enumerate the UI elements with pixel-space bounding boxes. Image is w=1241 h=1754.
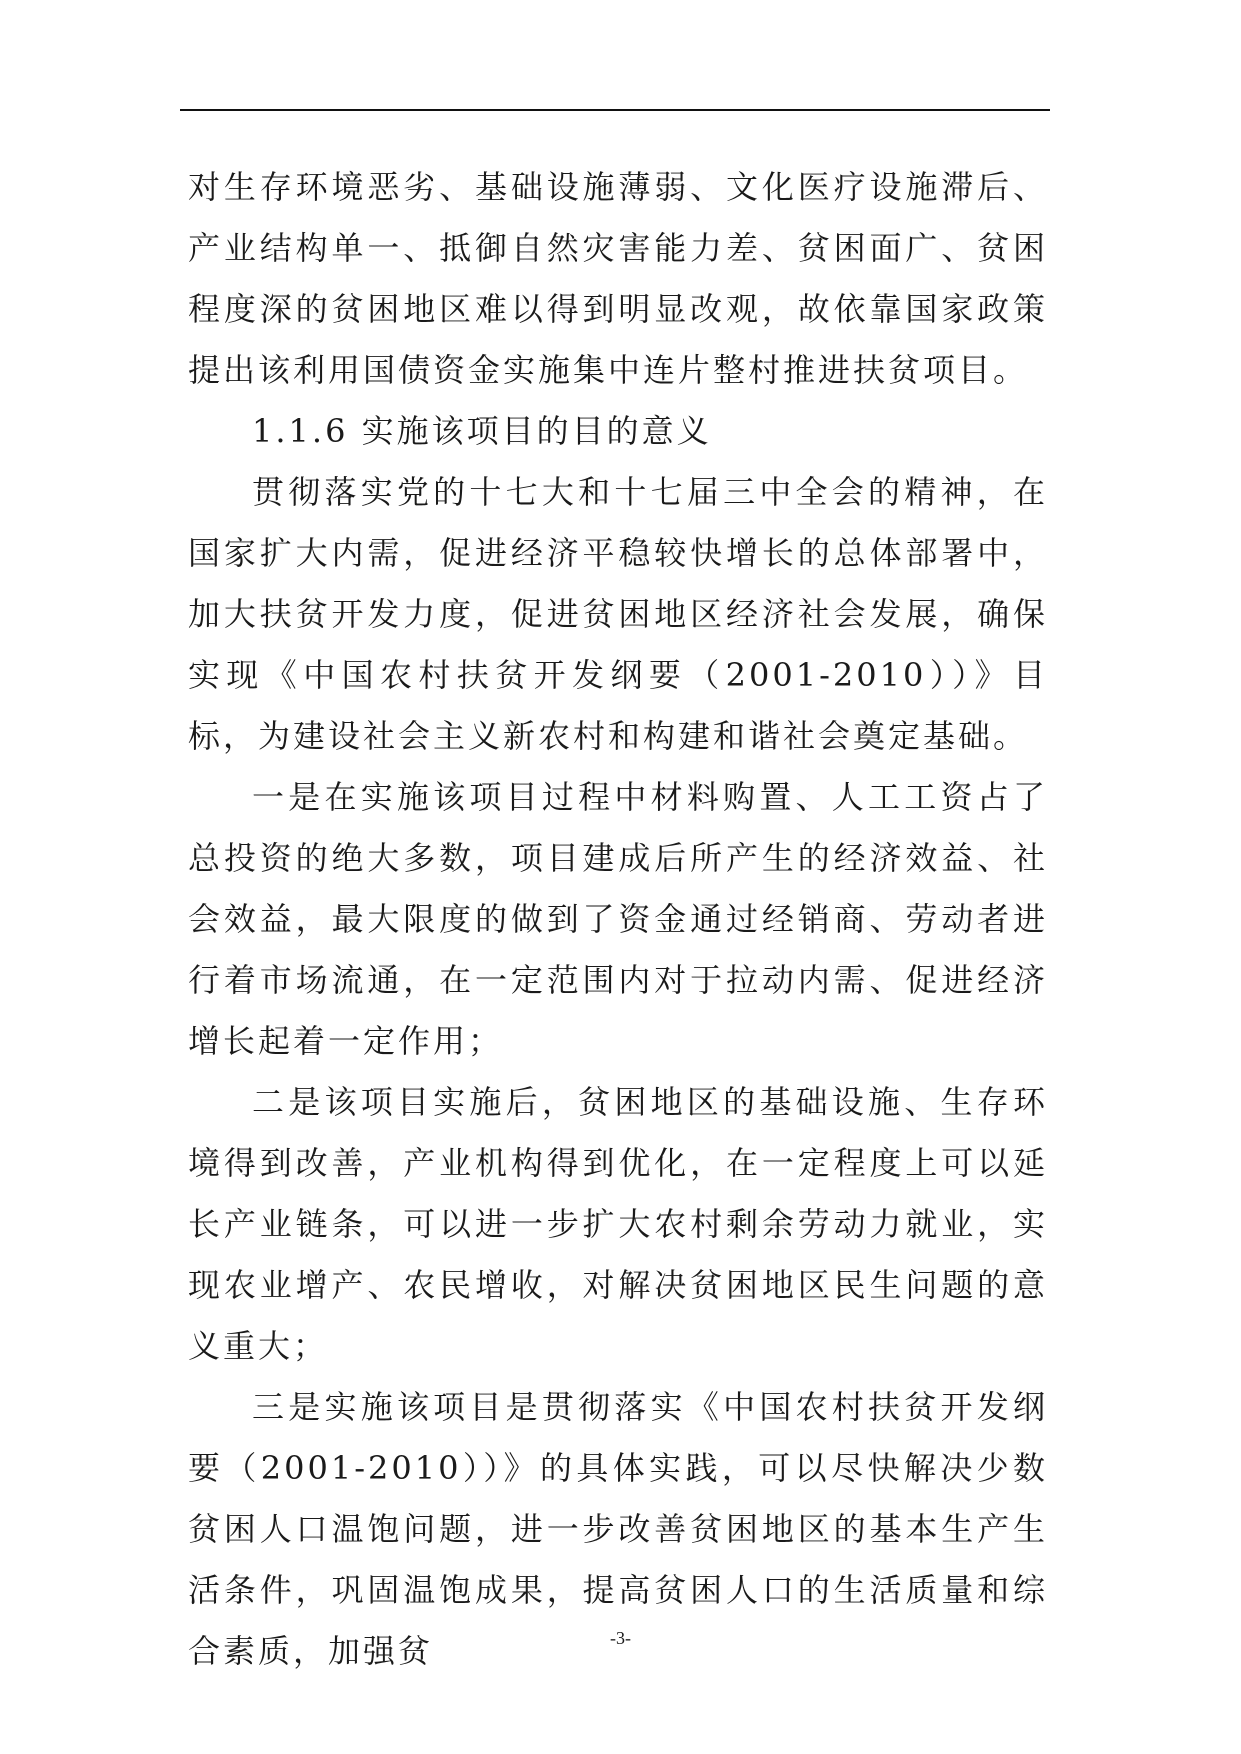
document-body bbox=[188, 157, 1048, 1682]
section-heading: 1.1.6 实施该项目的目的意义 bbox=[252, 412, 712, 450]
paragraph-purpose: 贯彻落实党的十七大和十七届三中全会的精神，在国家扩大内需，促进经济平稳较快增长的总体部署中，加大扶贫开发力度，促进贫困地区经济社会发展，确保实现《中国农村扶贫开发纲要（2001-2010））》目标，为建设社会主义新农村和构建和谐社会奠定基础。 bbox=[188, 473, 1048, 755]
paragraph-point-three: 三是实施该项目是贯彻落实《中国农村扶贫开发纲要（2001-2010））》的具体实践，可以尽快解决少数贫困人口温饱问题，进一步改善贫困地区的基本生产生活条件，巩固温饱成果，提高贫困人口的生活质量和综合素质，加强贫 bbox=[188, 1388, 1048, 1670]
paragraph-point-one: 一是在实施该项目过程中材料购置、人工工资占了总投资的绝大多数，项目建成后所产生的经济效益、社会效益，最大限度的做到了资金通过经销商、劳动者进行着市场流通，在一定范围内对于拉动内需、促进经济增长起着一定作用； bbox=[188, 778, 1048, 1060]
page-number: -3- bbox=[610, 1628, 631, 1648]
paragraph-point-two: 二是该项目实施后，贫困地区的基础设施、生存环境得到改善，产业机构得到优化，在一定程度上可以延长产业链条，可以进一步扩大农村剩余劳动力就业，实现农业增产、农民增收，对解决贫困地区民生问题的意义重大； bbox=[188, 1083, 1048, 1365]
header-rule bbox=[180, 109, 1050, 111]
paragraph-continuation: 对生存环境恶劣、基础设施薄弱、文化医疗设施滞后、产业结构单一、抵御自然灾害能力差、贫困面广、贫困程度深的贫困地区难以得到明显改观，故依靠国家政策提出该利用国债资金实施集中连片整村推进扶贫项目。 bbox=[188, 168, 1048, 389]
